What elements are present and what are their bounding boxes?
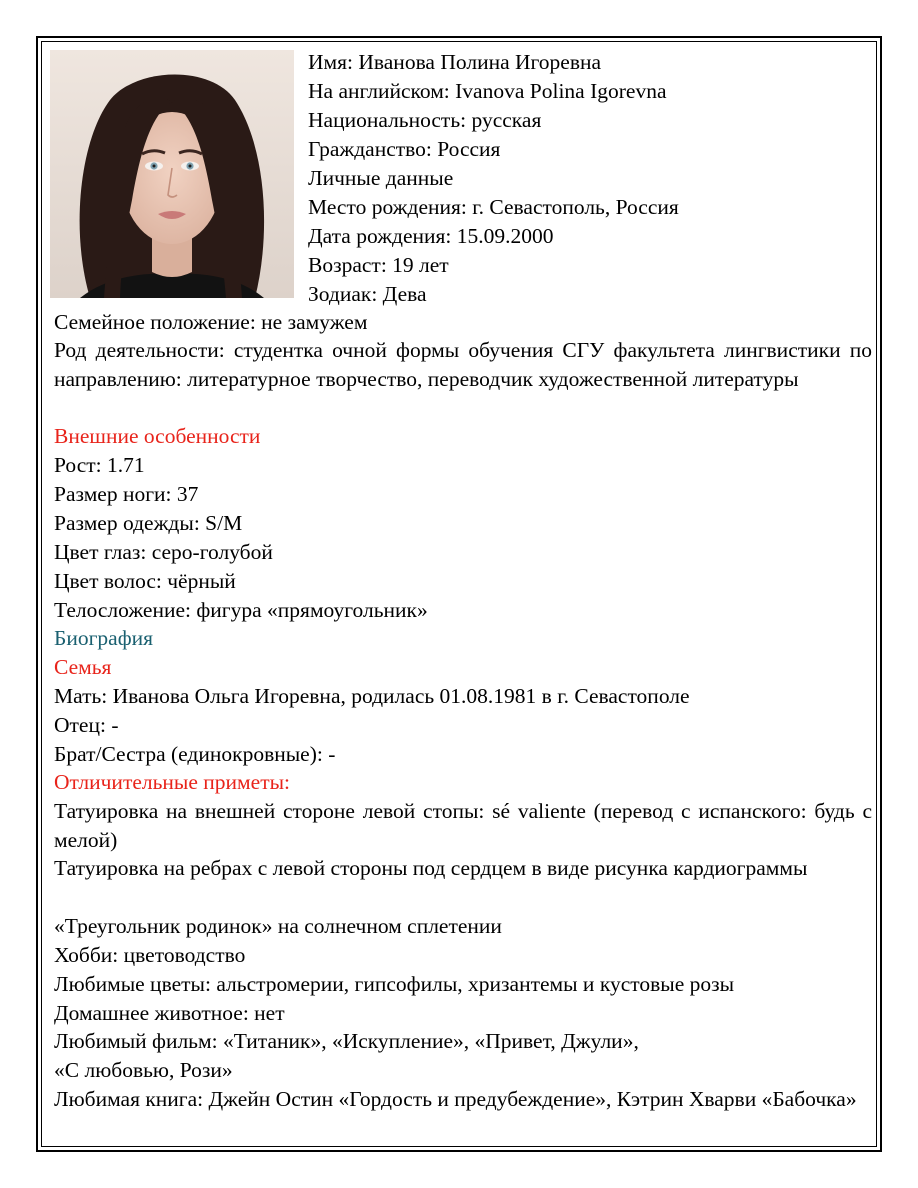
clothing-size-line: Размер одежды: S/M: [54, 511, 243, 535]
marital-status-line: Семейное положение: не замужем: [54, 310, 368, 334]
citizenship-line: Гражданство: Россия: [308, 137, 501, 161]
portrait-photo: [50, 50, 294, 298]
body-type-line: Телосложение: фигура «прямоугольник»: [54, 598, 428, 622]
biography-heading: Биография: [54, 626, 154, 650]
pet-line: Домашнее животное: нет: [54, 1001, 285, 1025]
birthplace-line: Место рождения: г. Севастополь, Россия: [308, 195, 679, 219]
favorite-flowers-line: Любимые цветы: альстромерии, гипсофилы, хризантемы и кустовые розы: [54, 972, 735, 996]
family-heading: Семья: [54, 655, 112, 679]
birthdate-line: Дата рождения: 15.09.2000: [308, 224, 554, 248]
shoe-size-line: Размер ноги: 37: [54, 482, 199, 506]
name-line: Имя: Иванова Полина Игоревна: [308, 50, 602, 74]
height-line: Рост: 1.71: [54, 453, 145, 477]
external-features-heading: Внешние особенности: [54, 424, 261, 448]
hobby-line: Хобби: цветоводство: [54, 943, 246, 967]
nationality-line: Национальность: русская: [308, 108, 542, 132]
zodiac-line: Зодиак: Дева: [308, 282, 427, 306]
favorite-films-line-2: «С любовью, Рози»: [54, 1058, 233, 1082]
portrait-image: [50, 50, 294, 298]
siblings-line: Брат/Сестра (единокровные): -: [54, 742, 336, 766]
mother-line: Мать: Иванова Ольга Игоревна, родилась 01.08.1981 в г. Севастополе: [54, 684, 690, 708]
occupation-paragraph: Род деятельности: студентка очной формы обучения СГУ факультета лингвистики по направлению: литературное творчество, переводчик художественной литературы: [54, 338, 872, 391]
eye-color-line: Цвет глаз: серо-голубой: [54, 540, 273, 564]
age-line: Возраст: 19 лет: [308, 253, 449, 277]
favorite-book-paragraph: Любимая книга: Джейн Остин «Гордость и предубеждение», Кэтрин Хварви «Бабочка»: [54, 1087, 857, 1111]
rib-tattoo-paragraph: Татуировка на ребрах с левой стороны под сердцем в виде рисунка кардиограммы: [54, 856, 808, 880]
father-line: Отец: -: [54, 713, 119, 737]
english-name-line: На английском: Ivanova Polina Igorevna: [308, 79, 667, 103]
favorite-films-line-1: Любимый фильм: «Титаник», «Искупление», «Привет, Джули»,: [54, 1029, 639, 1053]
distinctive-marks-heading: Отличительные приметы:: [54, 770, 291, 794]
hair-color-line: Цвет волос: чёрный: [54, 569, 236, 593]
moles-line: «Треугольник родинок» на солнечном сплетении: [54, 914, 502, 938]
personal-data-line: Личные данные: [308, 166, 454, 190]
foot-tattoo-paragraph: Татуировка на внешней стороне левой стопы: sé valiente (перевод с испанского: будь с мелой): [54, 799, 872, 852]
